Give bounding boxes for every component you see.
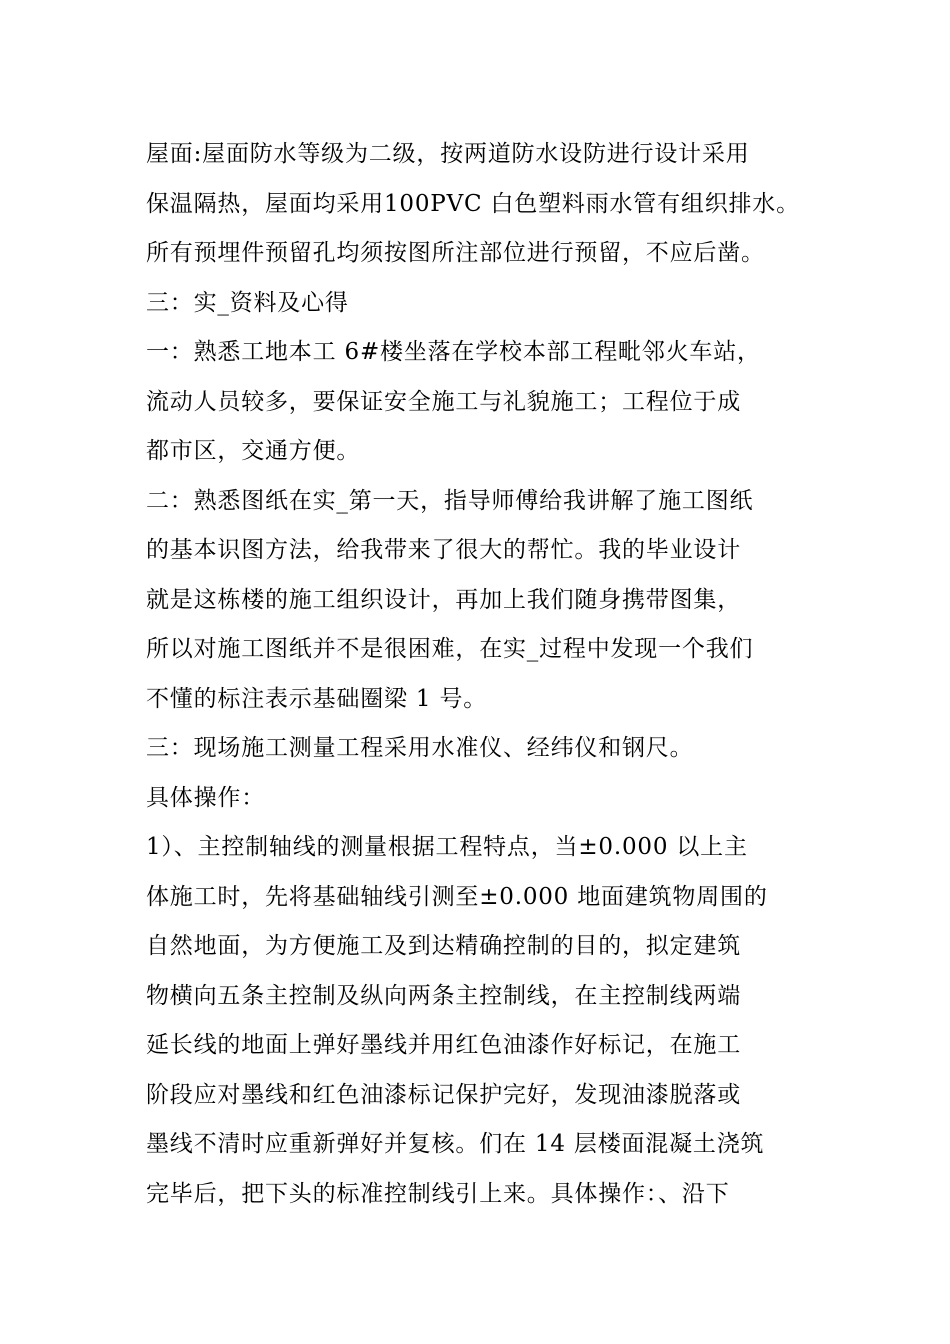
text-line: 三：现场施工测量工程采用水准仪、经纬仪和钢尺。 bbox=[146, 735, 694, 761]
text-line: 1）、主控制轴线的测量根据工程特点，当±0.000 以上主 bbox=[146, 834, 748, 860]
text-line: 体施工时，先将基础轴线引测至±0.000 地面建筑物周围的 bbox=[146, 883, 768, 910]
text-line: 所有预埋件预留孔均须按图所注部位进行预留，不应后凿。 bbox=[146, 240, 765, 266]
text-line: 不懂的标注表示基础圈梁 1 号。 bbox=[146, 685, 488, 712]
text-line: 墨线不清时应重新弹好并复核。们在 14 层楼面混凝土浇筑 bbox=[146, 1131, 765, 1157]
text-line: 就是这栋楼的施工组织设计，再加上我们随身携带图集， bbox=[146, 586, 741, 613]
text-line: 具体操作： bbox=[146, 784, 265, 811]
text-line: 二：熟悉图纸在实_第一天，指导师傅给我讲解了施工图纸 bbox=[146, 487, 754, 514]
text-line: 延长线的地面上弹好墨线并用红色油漆作好标记，在施工 bbox=[146, 1032, 741, 1058]
text-line: 保温隔热，屋面均采用100PVC 白色塑料雨水管有组织排水。 bbox=[146, 190, 800, 217]
text-line: 一：熟悉工地本工 6#楼坐落在学校本部工程毗邻火车站， bbox=[146, 339, 761, 365]
text-line: 阶段应对墨线和红色油漆标记保护完好，发现油漆脱落或 bbox=[146, 1081, 741, 1108]
text-line: 流动人员较多，要保证安全施工与礼貌施工；工程位于成 bbox=[146, 388, 741, 415]
text-line: 物横向五条主控制及纵向两条主控制线，在主控制线两端 bbox=[146, 982, 741, 1009]
text-line: 自然地面，为方便施工及到达精确控制的目的，拟定建筑 bbox=[146, 933, 741, 959]
text-line: 都市区，交通方便。 bbox=[146, 438, 361, 464]
text-line: 屋面:屋面防水等级为二级，按两道防水设防进行设计采用 bbox=[146, 141, 750, 167]
text-line: 的基本识图方法，给我带来了很大的帮忙。我的毕业设计 bbox=[146, 537, 741, 563]
document-body bbox=[146, 130, 811, 1219]
section-heading: 三：实_资料及心得 bbox=[146, 289, 349, 316]
text-line: 所以对施工图纸并不是很困难，在实_过程中发现一个我们 bbox=[146, 636, 754, 662]
text-line: 完毕后，把下头的标准控制线引上来。具体操作：、沿下 bbox=[146, 1180, 730, 1207]
